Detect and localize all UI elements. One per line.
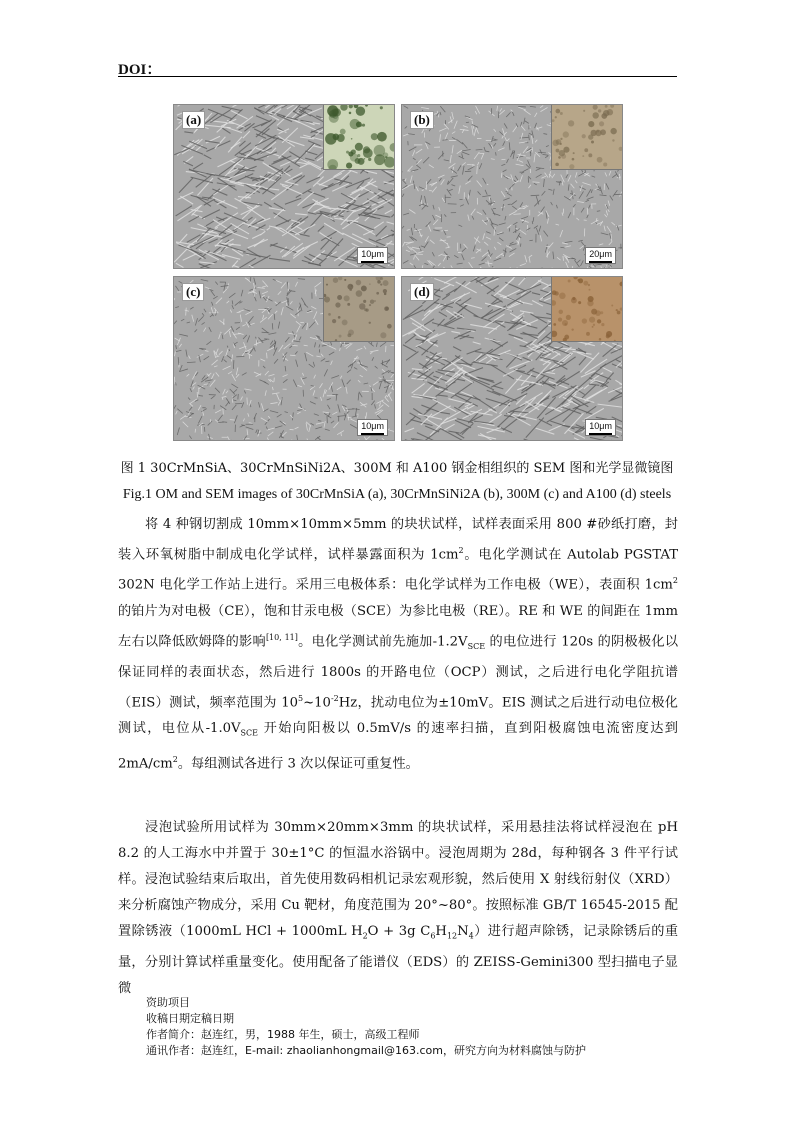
scale-bar-label: 20μm <box>589 249 612 259</box>
panel-label: (b) <box>410 111 434 129</box>
footnote-author: 作者简介：赵连红，男，1988 年生，硕士，高级工程师 <box>146 1028 420 1041</box>
superscript: 5 <box>298 693 304 703</box>
paragraph-electrochemical <box>118 512 678 777</box>
text-run: O + 3g C <box>367 924 431 939</box>
text-run: 浸泡试验所用试样为 30mm×20mm×3mm 的块状试样，采用悬挂法将试样浸泡在 pH 8.2 的人工海水中并置于 30±1°C 的恒温水浴锅中。浸泡周期为 28d，每种钢各 3 件平行试样。浸泡试验结束后取出，首先使用数码相机记录宏观形貌，然后使用 X 射线衍射仪（XRD）来分析腐蚀产物成分，采用 Cu 靶材，角度范围为 20°~80°。按照标准 GB/T 16545-2015 配置除锈液（1000mL HCl + 1000mL H <box>118 820 678 939</box>
subscript: SCE <box>240 728 258 738</box>
text-run: 的电位进行 120s 的阴极极化以保证同样的表面状态，然后进行 1800s 的开路电位（OCP）测试，之后进行电化学阻抗谱（EIS）测试，频率范围为 10 <box>118 634 679 711</box>
doi-header: DOI： <box>118 62 162 78</box>
footnote-corresponding: 通讯作者：赵连红，E-mail: zhaolianhongmail@163.com，研究方向为材料腐蚀与防护 <box>146 1044 586 1057</box>
header-rule <box>118 76 677 77</box>
superscript: 2 <box>172 754 178 764</box>
text-run: 。每组测试各进行 3 次以保证可重复性。 <box>177 756 419 772</box>
sem-panel-c <box>173 276 395 441</box>
citation: [10, 11] <box>265 632 298 642</box>
om-inset <box>323 105 394 170</box>
subscript: 6 <box>430 931 436 941</box>
footnotes <box>146 995 586 1059</box>
om-inset <box>551 105 622 170</box>
text-run: 将 4 种钢切割成 10mm×10mm×5mm 的块状试样，试样表面采用 800 #砂纸打磨，封装入环氧树脂中制成电化学试样，试样暴露面积为 1cm <box>118 517 678 563</box>
subscript: 12 <box>446 931 458 941</box>
scale-bar <box>585 247 616 264</box>
text-run: H <box>435 924 447 939</box>
scale-bar <box>357 247 388 264</box>
panel-label: (a) <box>182 111 205 129</box>
text-run: 的铂片为对电极（CE），饱和甘汞电极（SCE）为参比电极（RE）。RE 和 WE 的间距在 1mm 左右以降低欧姆降的影响 <box>118 603 678 650</box>
figure-caption-en: Fig.1 OM and SEM images of 30CrMnSiA (a), 30CrMnSiNi2A (b), 300M (c) and A100 (d) steels <box>122 487 672 502</box>
om-inset <box>323 277 394 342</box>
scale-bar-label: 10μm <box>361 421 384 431</box>
text-run: ）进行超声除锈，记录除锈后的重量，分别计算试样重量变化。使用配备了能谱仪（EDS）的 ZEISS-Gemini300 型扫描电子显微 <box>118 924 679 996</box>
sem-panel-d <box>401 276 623 441</box>
footnote-funding: 资助项目 <box>146 996 190 1009</box>
sem-panel-b <box>401 104 623 269</box>
scale-bar-label: 10μm <box>361 249 384 259</box>
text-run: N <box>457 924 469 939</box>
paragraph-immersion <box>118 815 678 1002</box>
superscript: 2 <box>672 576 678 586</box>
panel-label: (d) <box>410 283 434 301</box>
text-run: 开始向阳极以 0.5mV/s 的速率扫描，直到阳极腐蚀电流密度达到 2mA/cm <box>118 721 678 772</box>
scale-bar <box>585 419 616 436</box>
panel-label: (c) <box>182 283 204 301</box>
text-run: Hz，扰动电位为±10mV。EIS 测试之后进行动电位极化测试，电位从-1.0V <box>118 695 678 737</box>
subscript: 2 <box>362 931 368 941</box>
om-inset <box>551 277 622 342</box>
subscript: 4 <box>468 931 474 941</box>
footnote-dates: 收稿日期定稿日期 <box>146 1012 234 1025</box>
figure-caption-cn: 图 1 30CrMnSiA、30CrMnSiNi2A、300M 和 A100 钢金相组织的 SEM 图和光学显微镜图 <box>120 461 674 476</box>
sem-panel-a <box>173 104 395 269</box>
text-run: ~10 <box>303 695 331 711</box>
superscript: -2 <box>330 693 339 703</box>
superscript: 2 <box>458 546 464 555</box>
scale-bar-label: 10μm <box>589 421 612 431</box>
text-run: 。电化学测试在 Autolab PGSTAT 302N 电化学工作站上进行。采用三电极体系：电化学试样为工作电极（WE），表面积 1cm <box>118 547 678 593</box>
scale-bar <box>357 419 388 436</box>
subscript: SCE <box>467 641 486 651</box>
text-run: 。电化学测试前先施加-1.2V <box>297 634 468 650</box>
